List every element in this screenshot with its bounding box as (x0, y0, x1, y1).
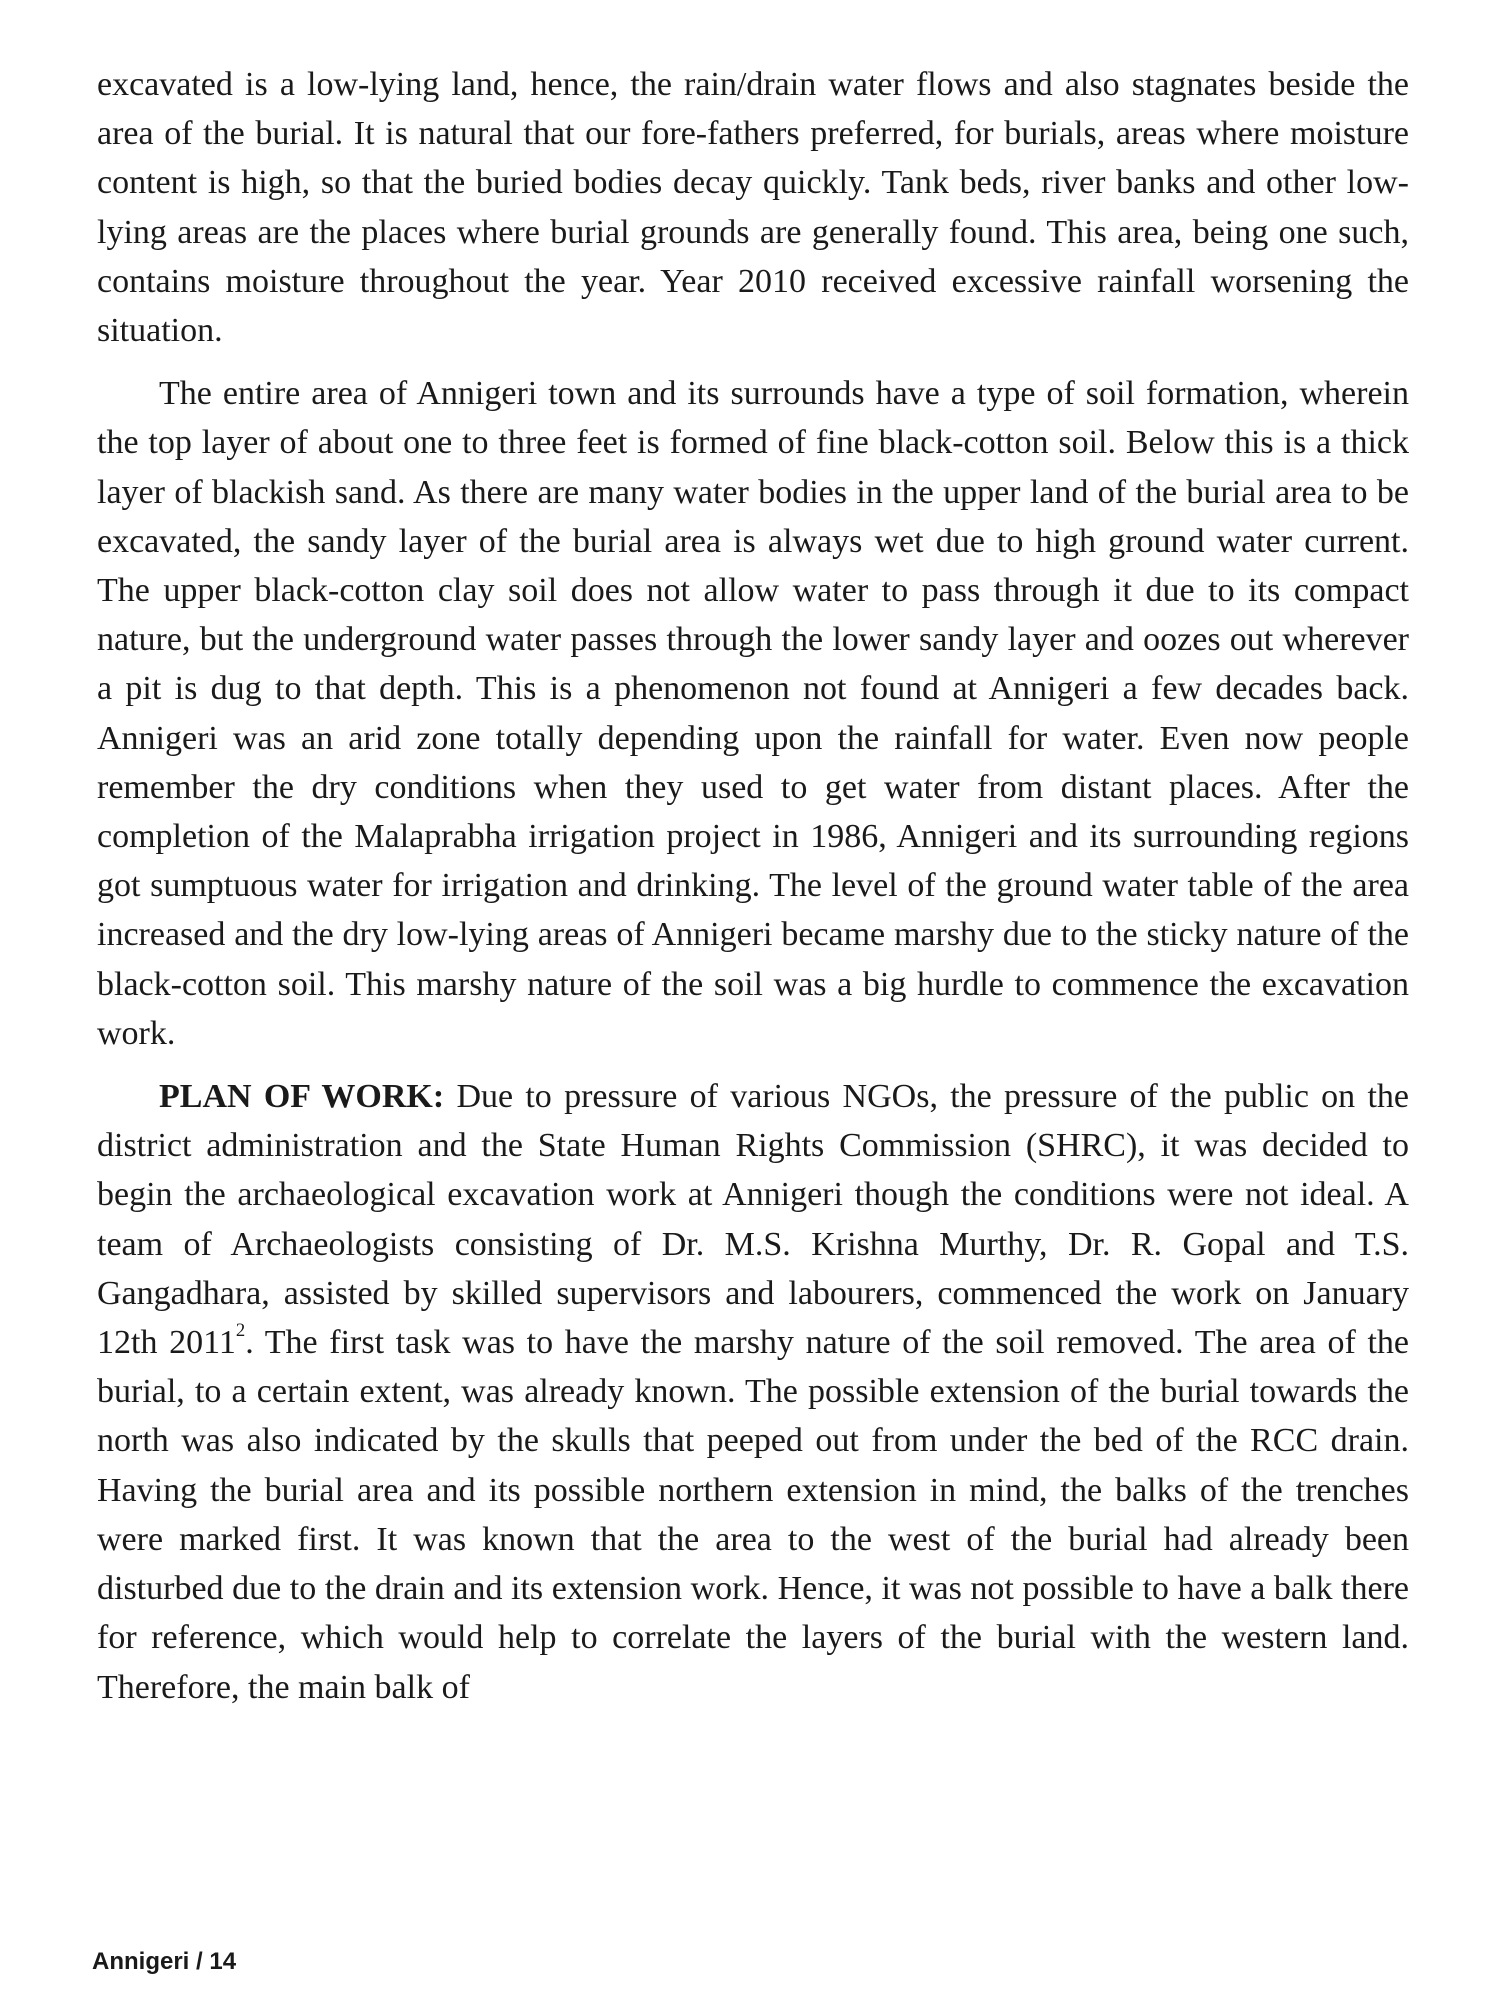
section-heading-plan-of-work: PLAN OF WORK: (159, 1078, 445, 1116)
page-footer: Annigeri / 14 (92, 1948, 237, 1975)
paragraph-2: The entire area of Annigeri town and its surrounds have a type of soil formation, wherein the top layer of about one to three feet is formed of fine black-cotton soil. Below this is a thick layer of blackish sand. As there are many water bodies in the upper land of the burial area to be excavated, the sandy layer of the burial area is always wet due to high ground water current. The upper black-cotton clay soil does not allow water to pass through it due to its compact nature, but the underground water passes through the lower sandy layer and oozes out wherever a pit is dug to that depth. This is a phenomenon not found at Annigeri a few decades back. Annigeri was an arid zone totally depending upon the rainfall for water. Even now people remember the dry conditions when they used to get water from distant places. After the completion of the Malaprabha irrigation project in 1986, Annigeri and its surrounding regions got sumptuous water for irrigation and drinking. The level of the ground water table of the area increased and the dry low-lying areas of Annigeri became marshy due to the sticky nature of the black-cotton soil. This marshy nature of the soil was a big hurdle to commence the excavation work. (97, 375, 1409, 1052)
footnote-marker: 2 (235, 1320, 246, 1342)
paragraph-3 (97, 1072, 1409, 1712)
page-body (97, 60, 1409, 1712)
paragraph-3-text-b: . The first task was to have the marshy nature of the soil removed. The area of the burial, to a certain extent, was already known. The possible extension of the burial towards the north was also indicated by the skulls that peeped out from under the bed of the RCC drain. Having the burial area and its possible northern extension in mind, the balks of the trenches were marked first. It was known that the area to the west of the burial had already been disturbed due to the drain and its extension work. Hence, it was not possible to have a balk there for reference, which would help to correlate the layers of the burial with the western land. Therefore, the main balk of (97, 1324, 1410, 1706)
paragraph-1: excavated is a low-lying land, hence, the rain/drain water flows and also stagnates beside the area of the burial. It is natural that our fore-fathers preferred, for burials, areas where moisture content is high, so that the buried bodies decay quickly. Tank beds, river banks and other low-lying areas are the places where burial grounds are generally found. This area, being one such, contains moisture throughout the year. Year 2010 received excessive rainfall worsening the situation. (97, 66, 1409, 350)
paragraph-3-text-a: Due to pressure of various NGOs, the pressure of the public on the district administration and the State Human Rights Commission (SHRC), it was decided to begin the archaeological excavation work at Annigeri though the conditions were not ideal. A team of Archaeologists consisting of Dr. M.S. Krishna Murthy, Dr. R. Gopal and T.S. Gangadhara, assisted by skilled supervisors and labourers, commenced the work on January 12th 2011 (97, 1078, 1409, 1362)
